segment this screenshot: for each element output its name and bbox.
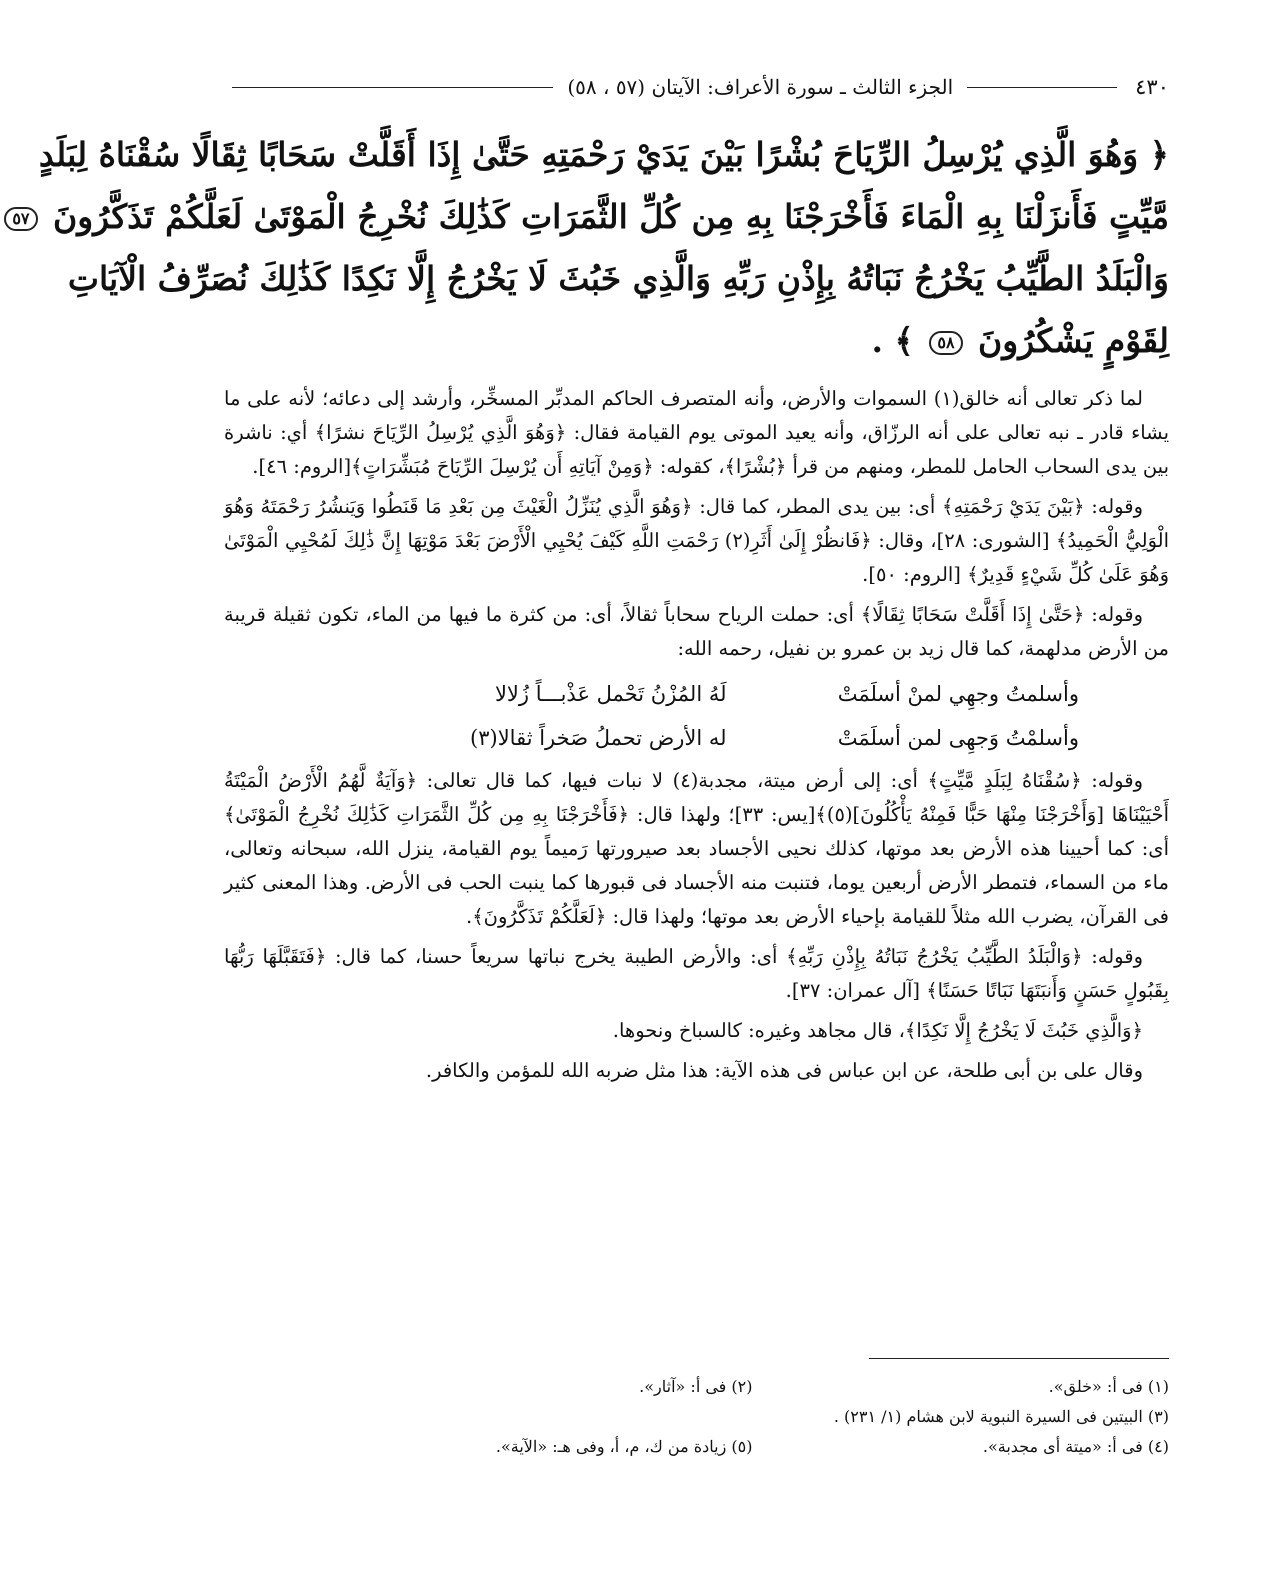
verse-line-4-text: لِقَوْمٍ يَشْكُرُونَ	[978, 321, 1169, 360]
page-number: ٤٣٠	[1135, 75, 1169, 99]
commentary-paragraph-6: ﴿وَالَّذِي خَبُثَ لَا يَخْرُجُ إِلَّا نَكِدًا﴾، قال مجاهد وغيره: كالسباخ ونحوها.	[612, 1019, 1143, 1042]
poem-verses	[224, 672, 1169, 760]
poem-hemistich-2a: وأسلمْتُ وَجهِى لمن أسلَمَتْ	[837, 726, 1079, 750]
footnote-2: (٢) فى أ: «آثار».	[639, 1377, 753, 1396]
footnote-4: (٤) فى أ: «ميتة أى مجدبة».	[982, 1437, 1169, 1456]
verse-number-58: ٥٨	[929, 331, 962, 355]
header-rule-left	[232, 87, 553, 88]
poem-hemistich-1a: وأسلمتُ وجهِي لمنْ أسلَمَتْ	[837, 682, 1079, 706]
quran-verses	[12, 124, 1169, 372]
footnote-3: (٣) البيتين فى السيرة النبوية لابن هشام (١/ ٢٣١) .	[833, 1407, 1169, 1426]
header-rule	[967, 87, 1117, 88]
running-header	[224, 70, 1169, 104]
verse-line-3: وَالْبَلَدُ الطَّيِّبُ يَخْرُجُ نَبَاتُهُ بِإِذْنِ رَبِّهِ وَالَّذِي خَبُثَ لَا يَخْرُجُ إِلَّا نَكِدًا كَذَٰلِكَ نُصَرِّفُ الْآيَاتِ	[67, 259, 1169, 298]
commentary-paragraph-5: وقوله: ﴿وَالْبَلَدُ الطَّيِّبُ يَخْرُجُ نَبَاتُهُ بِإِذْنِ رَبِّهِ﴾ أى: والأرض الطيبة يخرج نباتها سريعاً حسنا، كما قال: ﴿فَتَقَبَّلَهَا رَبُّهَا بِقَبُولٍ حَسَنٍ وَأَنبَتَهَا نَبَاتًا حَسَنًا﴾ [آل عمران: ٣٧].	[224, 945, 1169, 1002]
verse-line-4-end: ﴾ .	[871, 321, 914, 360]
footnotes	[336, 1372, 1169, 1462]
verse-line-2-text: مَّيِّتٍ فَأَنزَلْنَا بِهِ الْمَاءَ فَأَخْرَجْنَا بِهِ مِن كُلِّ الثَّمَرَاتِ كَذَٰلِكَ نُخْرِجُ الْمَوْتَىٰ لَعَلَّكُمْ تَذَكَّرُونَ	[53, 197, 1169, 236]
footnote-5: (٥) زيادة من ك، م، أ، وفى هـ: «الآية».	[495, 1437, 753, 1456]
book-page	[12, 0, 1261, 1588]
poem-hemistich-1b: لَهُ المُزْنُ تَحْمل عَذْبـــاً زُلالا	[494, 682, 727, 706]
verse-line-4	[224, 310, 1169, 372]
commentary-paragraph-2: وقوله: ﴿بَيْنَ يَدَيْ رَحْمَتِهِ﴾ أى: بين يدى المطر، كما قال: ﴿وَهُوَ الَّذِي يُنَزِّلُ الْغَيْثَ مِن بَعْدِ مَا قَنَطُوا وَيَنشُرُ رَحْمَتَهُ وَهُوَ الْوَلِيُّ الْحَمِيدُ﴾ [الشورى: ٢٨]، وقال: ﴿فَانظُرْ إِلَىٰ أَثَرِ(٢) رَحْمَتِ اللَّهِ كَيْفَ يُحْيِي الْأَرْضَ بَعْدَ مَوْتِهَا إِنَّ ذَٰلِكَ لَمُحْيِي الْمَوْتَىٰ وَهُوَ عَلَىٰ كُلِّ شَيْءٍ قَدِيرٌ﴾ [الروم: ٥٠].	[224, 495, 1169, 586]
verse-number-57: ٥٧	[4, 207, 37, 231]
commentary-paragraph-3: وقوله: ﴿حَتَّىٰ إِذَا أَقَلَّتْ سَحَابًا ثِقَالًا﴾ أى: حملت الرياح سحاباً ثقالاً، أى: من كثرة ما فيها من الماء، تكون ثقيلة قريبة من الأرض مدلهمة، كما قال زيد بن عمرو بن نفيل، رحمه الله:	[224, 603, 1169, 660]
footnote-separator	[869, 1358, 1169, 1359]
verse-line-1: ﴿ وَهُوَ الَّذِي يُرْسِلُ الرِّيَاحَ بُشْرًا بَيْنَ يَدَيْ رَحْمَتِهِ حَتَّىٰ إِذَا أَقَلَّتْ سَحَابًا ثِقَالًا سُقْنَاهُ لِبَلَدٍ	[38, 135, 1169, 174]
commentary-paragraph-7: وقال على بن أبى طلحة، عن ابن عباس فى هذه الآية: هذا مثل ضربه الله للمؤمن والكافر.	[425, 1059, 1143, 1082]
commentary-paragraph-4: وقوله: ﴿سُقْنَاهُ لِبَلَدٍ مَّيِّتٍ﴾ أى: إلى أرض ميتة، مجدبة(٤) لا نبات فيها، كما قال تعالى: ﴿وَآيَةٌ لَّهُمُ الْأَرْضُ الْمَيْتَةُ أَحْيَيْنَاهَا [وَأَخْرَجْنَا مِنْهَا حَبًّا فَمِنْهُ يَأْكُلُونَ](٥)﴾[يس: ٣٣]؛ ولهذا قال: ﴿فَأَخْرَجْنَا بِهِ مِن كُلِّ الثَّمَرَاتِ كَذَٰلِكَ نُخْرِجُ الْمَوْتَىٰ﴾ أى: كما أحيينا هذه الأرض بعد موتها، كذلك نحيى الأجساد بعد صيرورتها رَميماً يوم القيامة، ينزل الله، سبحانه وتعالى، ماء من السماء، فتمطر الأرض أربعين يوما، فتنبت منه الأجساد فى قبورها كما ينبت الحب فى الأرض. وهذا المعنى كثير فى القرآن، يضرب الله مثلاً للقيامة بإحياء الأرض بعد موتها؛ ولهذا قال: ﴿لَعَلَّكُمْ تَذَكَّرُونَ﴾.	[224, 769, 1169, 928]
poem-hemistich-2b: له الأرض تحملُ صَخراً ثقالا(٣)	[470, 726, 727, 750]
commentary-paragraph-1: لما ذكر تعالى أنه خالق(١) السموات والأرض، وأنه المتصرف الحاكم المدبِّر المسخِّر، وأرشد إلى دعائه؛ لأنه على ما يشاء قادر ـ نبه تعالى على أنه الرزّاق، وأنه يعيد الموتى يوم القيامة فقال: ﴿وَهُوَ الَّذِي يُرْسِلُ الرِّيَاحَ نشرًا﴾ أي: ناشرة بين يدى السحاب الحامل للمطر، ومنهم من قرأ ﴿بُشْرًا﴾، كقوله: ﴿وَمِنْ آيَاتِهِ أَن يُرْسِلَ الرِّيَاحَ مُبَشِّرَاتٍ﴾[الروم: ٤٦].	[224, 387, 1169, 478]
footnote-row	[336, 1372, 1169, 1402]
tafsir-commentary	[224, 382, 1169, 1088]
footnote-row	[336, 1402, 1169, 1432]
verse-line-2	[12, 186, 1169, 248]
footnote-row	[336, 1432, 1169, 1462]
header-title: الجزء الثالث ـ سورة الأعراف: الآيتان (٥٧ ، ٥٨)	[567, 75, 954, 99]
footnote-1: (١) فى أ: «خلق».	[1048, 1377, 1169, 1396]
